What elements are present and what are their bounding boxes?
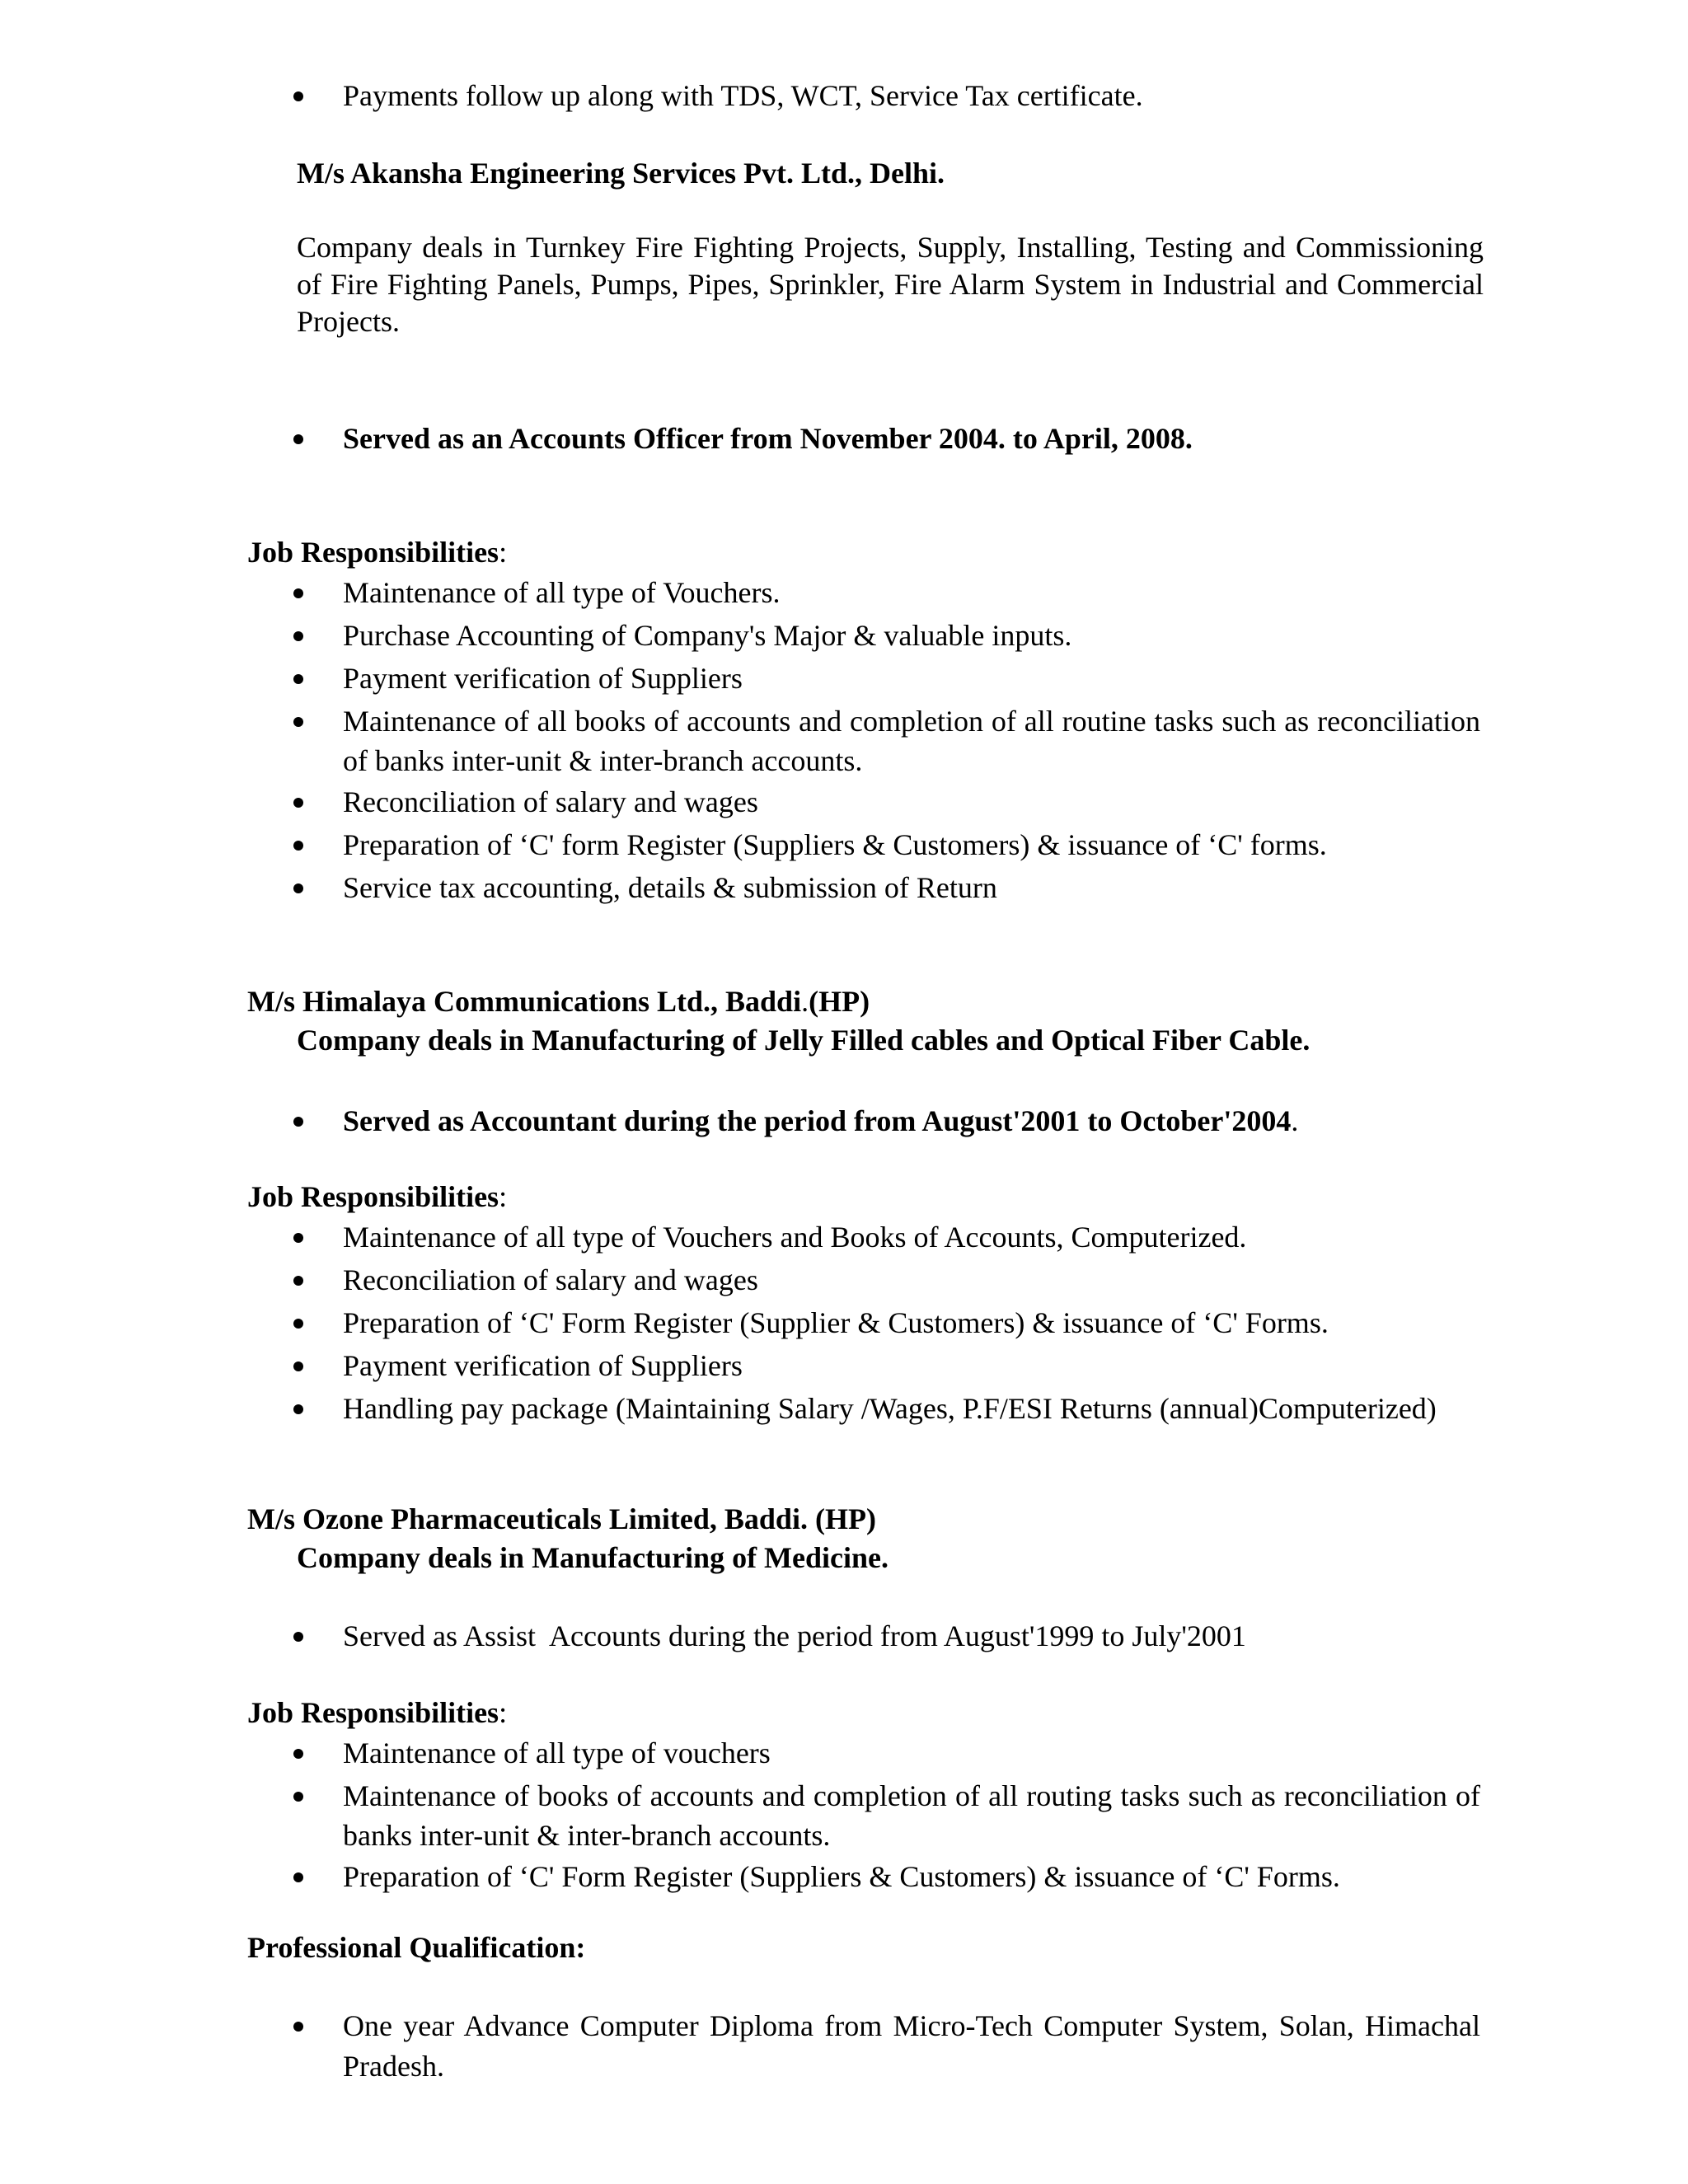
responsibilities-label: Job Responsibilities [247, 1696, 499, 1729]
responsibilities-colon: : [499, 1180, 508, 1213]
list-item: Reconciliation of salary and wages [293, 782, 1480, 823]
list-item: Payment verification of Suppliers [293, 658, 1480, 699]
list-item: Reconciliation of salary and wages [293, 1260, 1480, 1301]
himalaya-role-item [293, 1101, 1480, 1141]
list-item: Handling pay package (Maintaining Salary /Wages, P.F/ESI Returns (annual)Computerized) [293, 1389, 1480, 1429]
professional-qualification-heading: Professional Qualification: [247, 1931, 586, 1964]
list-item: Maintenance of all type of vouchers [293, 1733, 1480, 1774]
himalaya-company-suffix-dot: . [801, 985, 809, 1018]
akansha-responsibilities-heading [247, 532, 507, 573]
akansha-role-list [293, 419, 1480, 459]
responsibilities-label: Job Responsibilities [247, 1180, 499, 1213]
akansha-responsibilities-list [293, 573, 1480, 908]
himalaya-responsibilities-heading [247, 1177, 507, 1217]
akansha-description: Company deals in Turnkey Fire Fighting Projects, Supply, Installing, Testing and Commissioning of Fire Fighting Panels, Pumps, Pipes, Sprinkler, Fire Alarm System in Industrial and Commercial Projects. [297, 231, 1484, 338]
himalaya-company-location: (HP) [809, 985, 870, 1018]
list-item: Payments follow up along with TDS, WCT, Service Tax certificate. [293, 76, 1480, 116]
himalaya-role-suffix: . [1291, 1104, 1299, 1137]
himalaya-company-name [247, 982, 870, 1022]
akansha-role: Served as an Accounts Officer from November 2004. to April, 2008. [293, 419, 1480, 459]
top-bullet-list [293, 76, 1480, 116]
akansha-company-name: M/s Akansha Engineering Services Pvt. Ltd., Delhi. [297, 157, 945, 190]
list-item: Preparation of ‘C' Form Register (Supplier & Customers) & issuance of ‘C' Forms. [293, 1303, 1480, 1343]
himalaya-role: Served as Accountant during the period from August'2001 to October'2004 [343, 1104, 1292, 1137]
himalaya-responsibilities-list [293, 1217, 1480, 1429]
responsibilities-colon: : [499, 1696, 508, 1729]
list-item: One year Advance Computer Diploma from Micro-Tech Computer System, Solan, Himachal Pradesh. [293, 2006, 1480, 2087]
list-item: Preparation of ‘C' form Register (Suppliers & Customers) & issuance of ‘C' forms. [293, 825, 1480, 865]
list-item: Service tax accounting, details & submission of Return [293, 868, 1480, 908]
ozone-responsibilities-heading [247, 1693, 507, 1733]
list-item: Maintenance of all type of Vouchers and Books of Accounts, Computerized. [293, 1217, 1480, 1258]
list-item: Purchase Accounting of Company's Major & valuable inputs. [293, 616, 1480, 656]
himalaya-description: Company deals in Manufacturing of Jelly Filled cables and Optical Fiber Cable. [297, 1024, 1311, 1057]
list-item: Maintenance of all type of Vouchers. [293, 573, 1480, 613]
professional-qualification-list [293, 2006, 1480, 2087]
ozone-company-name: M/s Ozone Pharmaceuticals Limited, Baddi. (HP) [247, 1502, 876, 1535]
responsibilities-label: Job Responsibilities [247, 536, 499, 569]
list-item: Payment verification of Suppliers [293, 1346, 1480, 1386]
ozone-description: Company deals in Manufacturing of Medicine. [297, 1541, 889, 1574]
list-item: Maintenance of all books of accounts and completion of all routine tasks such as reconciliation of banks inter-unit & inter-branch accounts. [293, 701, 1480, 780]
list-item: Preparation of ‘C' Form Register (Suppliers & Customers) & issuance of ‘C' Forms. [293, 1857, 1480, 1897]
ozone-role-list [293, 1616, 1480, 1657]
himalaya-role-list [293, 1101, 1480, 1141]
ozone-role: Served as Assist Accounts during the period from August'1999 to July'2001 [293, 1616, 1480, 1657]
responsibilities-colon: : [499, 536, 508, 569]
himalaya-company-label: M/s Himalaya Communications Ltd., Baddi [247, 985, 802, 1018]
ozone-responsibilities-list [293, 1733, 1480, 1897]
list-item: Maintenance of books of accounts and completion of all routing tasks such as reconciliation of banks inter-unit & inter-branch accounts. [293, 1776, 1480, 1855]
